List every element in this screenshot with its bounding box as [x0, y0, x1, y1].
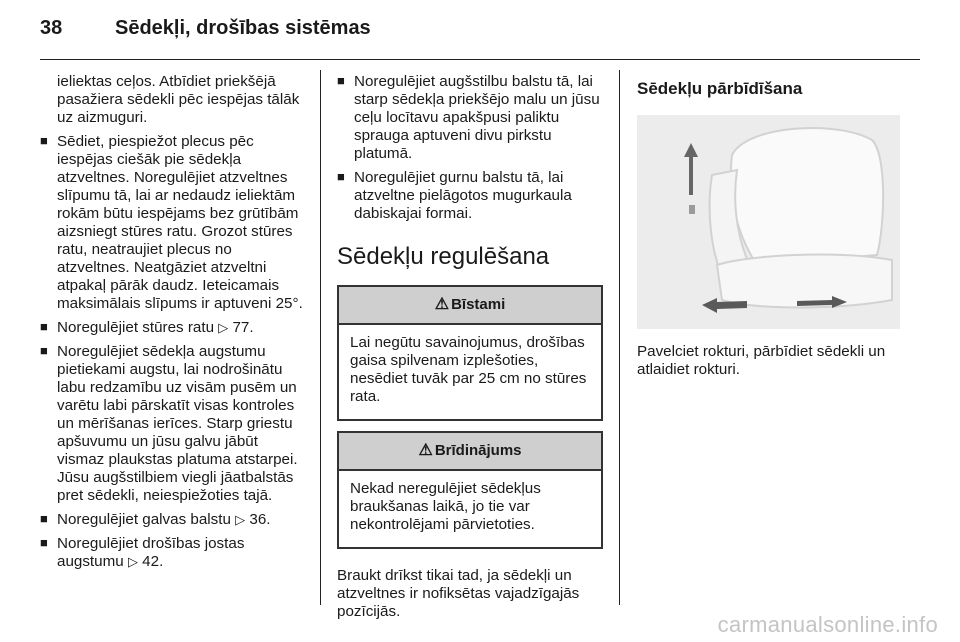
- list-item: [337, 169, 603, 223]
- list-item-text: Sēdiet, piespiežot plecus pēc iespējas ciešāk pie sēdekļa atzveltnes. Noregulējiet atzveltnes slīpumu tā, lai ar nedaudz ieliektām rokām būtu iespējams bez grūtībām aizsniegt stūres ratu. Grozot stūres ratu, neatraujiet plecus no atzveltnes. Neatgāziet atzveltni atpakaļ pārāk daudz. Ieteicamais maksimālais slīpums ir aptuveni 25°.: [57, 133, 303, 312]
- seat-adjustment-diagram: [637, 115, 900, 329]
- danger-box: [337, 285, 603, 421]
- list-item-text: Noregulējiet augšstilbu balstu tā, lai starp sēdekļa priekšējo malu un jūsu ceļu locītavu apakšpusi paliktu sprauga aptuveni divu pirkstu platumā.: [354, 73, 600, 162]
- page-header: [40, 17, 920, 47]
- list-item: [40, 535, 305, 571]
- warning-triangle-icon: ⚠: [418, 442, 433, 459]
- column-divider-2: [619, 70, 620, 605]
- page-reference[interactable]: 42.: [142, 553, 164, 570]
- watermark: carmanualsonline.info: [717, 612, 938, 637]
- list-item: [40, 511, 305, 529]
- danger-box-header: [339, 287, 601, 325]
- subsection-title: Sēdekļu pārbīdīšana: [637, 79, 803, 98]
- section-title: Sēdekļu regulēšana: [337, 243, 550, 270]
- image-caption: Pavelciet rokturi, pārbīdiet sēdekli un atlaidiet rokturi.: [637, 343, 886, 378]
- header-divider: [40, 59, 920, 60]
- list-item: [40, 319, 305, 337]
- list-item-text: Noregulējiet gurnu balstu tā, lai atzveltne pielāgotos mugurkaula dabiskajai formai.: [354, 169, 572, 222]
- square-bullet-icon: ■: [337, 169, 345, 184]
- list-item-text: Noregulējiet galvas balstu: [57, 511, 231, 528]
- list-item-text: Noregulējiet sēdekļa augstumu pietiekami augstu, lai nodrošinātu labu redzamību uz visām pusēm un varētu labi pārskatīt visas kontroles un mērīšanas ierīces. Starp griestu apšuvumu un jūsu galvu jābūt vismaz plaukstas platuma atstarpei. Jūsu augšstilbiem viegli jāatbalstās pret sēdekli, neiespiežoties tajā.: [57, 343, 298, 504]
- bullet-list-left: [40, 133, 305, 571]
- column-left: [40, 73, 305, 571]
- warning-box-text: Nekad neregulējiet sēdekļus braukšanas laikā, jo tie var nekontrolējami pārvietoties.: [350, 480, 541, 533]
- danger-box-text: Lai negūtu savainojumus, drošības gaisa spilvenam izplešoties, nesēdiet tuvāk par 25 cm no stūres rata.: [350, 334, 587, 405]
- list-item-text: Noregulējiet drošības jostas augstumu: [57, 535, 245, 570]
- page-number: 38: [40, 17, 63, 39]
- triangle-reference-icon: ▷: [127, 554, 138, 569]
- square-bullet-icon: ■: [337, 73, 345, 88]
- triangle-reference-icon: ▷: [218, 320, 229, 335]
- square-bullet-icon: ■: [40, 343, 48, 358]
- list-item: [40, 343, 305, 505]
- square-bullet-icon: ■: [40, 511, 48, 526]
- triangle-reference-icon: ▷: [235, 512, 246, 527]
- page-reference[interactable]: 77.: [232, 319, 254, 336]
- square-bullet-icon: ■: [40, 319, 48, 334]
- list-item: [40, 133, 305, 313]
- danger-heading: Bīstami: [451, 296, 506, 313]
- bullet-list-middle: [337, 73, 603, 223]
- warning-heading: Brīdinājums: [434, 442, 522, 459]
- square-bullet-icon: ■: [40, 133, 48, 148]
- list-item-text: Noregulējiet stūres ratu: [57, 319, 215, 336]
- warning-triangle-icon: ⚠: [434, 296, 450, 313]
- square-bullet-icon: ■: [40, 535, 48, 550]
- column-divider-1: [320, 70, 321, 605]
- warning-box: [337, 431, 603, 549]
- seat-illustration: [637, 115, 900, 329]
- page-title: Sēdekļi, drošības sistēmas: [115, 17, 371, 39]
- list-item: [337, 73, 603, 163]
- column-middle: [337, 73, 603, 621]
- column-right: [637, 73, 902, 379]
- page-reference[interactable]: 36.: [249, 511, 271, 528]
- continuation-paragraph: ieliektas ceļos. Atbīdiet priekšējā pasažiera sēdekli pēc iespējas tālāk uz aizmuguri.: [57, 73, 300, 126]
- body-paragraph: Braukt drīkst tikai tad, ja sēdekļi un atzveltnes ir nofiksētas vajadzīgajās pozīcijās.: [337, 567, 580, 620]
- warning-box-header: [339, 433, 601, 471]
